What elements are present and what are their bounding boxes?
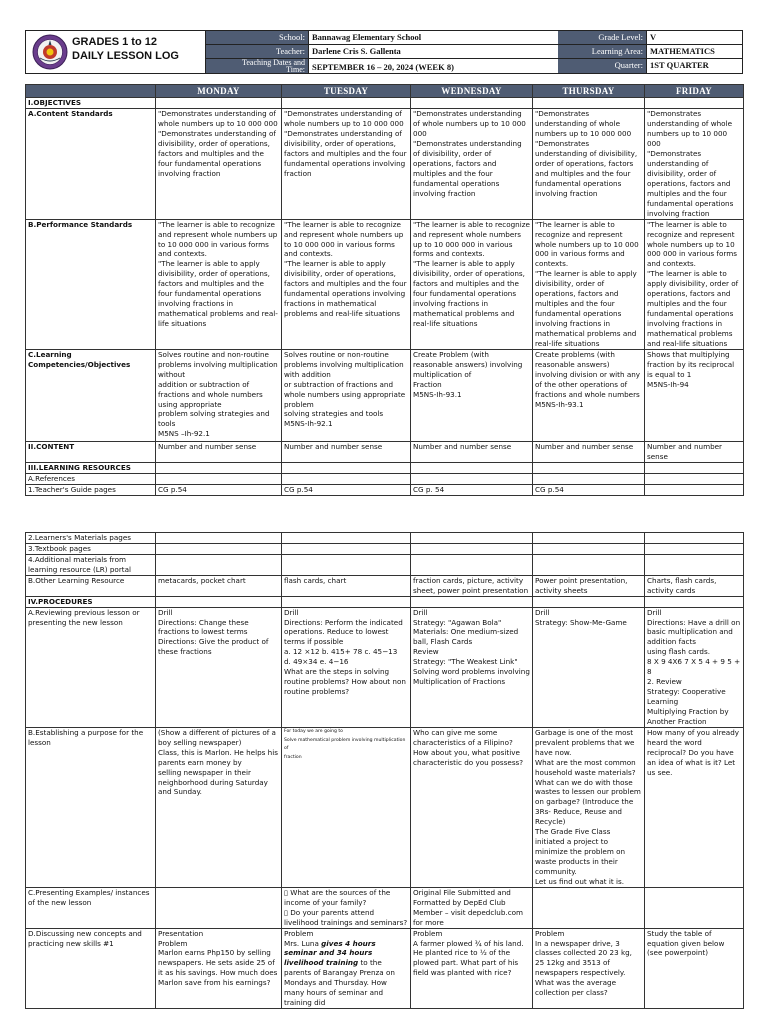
day-monday: MONDAY — [156, 85, 282, 98]
competencies-fri: Shows that multiplying fraction by its reciprocal is equal to 1 M5NS-Ih-94 — [645, 349, 744, 441]
performance-standards-fri: "The learner is able to recognize and represent whole numbers up to 10 000 000 in various forms and contexts. "The learner is able to apply divisibility, order of operations, factors and multiples and the four fundamental operations involving fractions in mathematical problems and real-life situations — [645, 219, 744, 349]
presenting-thu — [533, 887, 645, 928]
teacher-label: Teacher: — [206, 45, 308, 58]
other-resources-label: B.Other Learning Resource — [26, 575, 156, 596]
purpose-tue: For today we are going to Solve mathematical problem involving multiplication of fraction — [282, 727, 411, 887]
content-standards-thu: "Demonstrates understanding of whole numbers up to 10 000 000 "Demonstrates understanding of divisibility, order of operations, factors and multiples and the four fundamental operations involving fraction — [533, 109, 645, 219]
content-standards-row — [26, 109, 744, 219]
discussing-tue-text-2: and — [316, 948, 337, 958]
procedures-label: IV.PROCEDURES — [26, 596, 156, 607]
day-wednesday: WEDNESDAY — [411, 85, 533, 98]
content-standards-tue: "Demonstrates understanding of whole numbers up to 10 000 000 "Demonstrates understanding of divisibility, order of operations, factors and multiples and the four fundamental operations involving fraction — [282, 109, 411, 219]
references-label: A.References — [26, 473, 156, 484]
school-value: Bannawag Elementary School — [308, 31, 558, 44]
performance-standards-wed: "The learner is able to recognize and represent whole numbers up to 10 000 000 in various forms and contexts. "The learner is able to apply divisibility, order of operations, factors and multiples and the four fundamental operations involving fractions in mathematical problems and real-life situations — [411, 219, 533, 349]
purpose-row — [26, 727, 744, 887]
content-wed: Number and number sense — [411, 441, 533, 462]
tg-pages-row — [26, 484, 744, 495]
objectives-row — [26, 98, 744, 109]
other-resources-mon: metacards, pocket chart — [156, 575, 282, 596]
content-thu: Number and number sense — [533, 441, 645, 462]
presenting-mon — [156, 887, 282, 928]
dates-label-line-1: Teaching Dates and — [242, 59, 305, 67]
competencies-thu: Create problems (with reasonable answers) involving division or with any of the other operations of fractions and whole numbers M5NS-Ih-93.1 — [533, 349, 645, 441]
reviewing-row — [26, 607, 744, 727]
textbook-label: 3.Textbook pages — [26, 543, 156, 554]
discussing-tue-text-1: Problem Mrs. Luna — [284, 928, 319, 948]
discussing-mon: Presentation Problem Marlon earns Php150 by selling newspapers. He sets aside 25 of it as his savings. How much does Marlon save from his earnings? — [156, 928, 282, 1009]
discussing-thu: Problem In a newspaper drive, 3 classes collected 20 23 kg, 25 12kg and 3513 of newspapers respectively. What was the average collection per class? — [533, 928, 645, 1009]
quarter-value: 1ST QUARTER — [646, 59, 742, 73]
lm-pages-label: 2.Learners's Materials pages — [26, 533, 156, 544]
other-resources-tue: flash cards, chart — [282, 575, 411, 596]
other-resources-wed: fraction cards, picture, activity sheet, power point presentation — [411, 575, 533, 596]
content-standards-wed: "Demonstrates understanding of whole numbers up to 10 000 000 "Demonstrates understanding of divisibility, order of operations, factors and multiples and the four fundamental operations involving fraction — [411, 109, 533, 219]
discussing-row — [26, 928, 744, 1009]
grade-label: Grade Level: — [558, 31, 646, 44]
lm-pages-row — [26, 533, 744, 544]
lesson-log-table-page-1 — [25, 84, 744, 496]
title-line-2: DAILY LESSON LOG — [72, 50, 179, 62]
performance-standards-thu: "The learner is able to recognize and represent whole numbers up to 10 000 000 in various forms and contexts. "The learner is able to apply divisibility, order of operations, factors and multiples and the four fundamental operations involving fractions in mathematical problems and real-life situations — [533, 219, 645, 349]
content-mon: Number and number sense — [156, 441, 282, 462]
tg-pages-thu: CG p.54 — [533, 484, 645, 495]
discussing-tue-emphasis-2: 34 hours livelihood training — [284, 948, 373, 968]
teacher-row — [206, 45, 558, 59]
tg-pages-wed: CG p. 54 — [411, 484, 533, 495]
objectives-label: I.OBJECTIVES — [26, 98, 156, 109]
reviewing-label: A.Reviewing previous lesson or presenting the new lesson — [26, 607, 156, 727]
content-standards-fri: "Demonstrates understanding of whole numbers up to 10 000 000 "Demonstrates understanding of divisibility, order of operations, factors and multiples and the four fundamental operations involving fraction — [645, 109, 744, 219]
discussing-tue-emphasis-1: gives 4 hours seminar — [284, 938, 376, 958]
competencies-wed: Create Problem (with reasonable answers) involving multiplication of Fraction M5NS-Ih-93.1 — [411, 349, 533, 441]
grade-value: V — [646, 31, 742, 44]
day-thursday: THURSDAY — [533, 85, 645, 98]
area-label: Learning Area: — [558, 45, 646, 58]
lr-portal-row — [26, 554, 744, 575]
brand-block — [26, 31, 206, 73]
discussing-label: D.Discussing new concepts and practicing new skills #1 — [26, 928, 156, 1009]
resources-label: III.LEARNING RESOURCES — [26, 462, 156, 473]
presenting-label: C.Presenting Examples/ instances of the new lesson — [26, 887, 156, 928]
performance-standards-label: B.Performance Standards — [26, 219, 156, 349]
teacher-value: Darlene Cris S. Gallenta — [308, 45, 558, 58]
textbook-row — [26, 543, 744, 554]
day-friday: FRIDAY — [645, 85, 744, 98]
presenting-wed: Original File Submitted and Formatted by DepEd Club Member – visit depedclub.com for more — [411, 887, 533, 928]
discussing-wed: Problem A farmer plowed ¾ of his land. He planted rice to ½ of the plowed part. What part of his field was planted with rice? — [411, 928, 533, 1009]
purpose-thu: Garbage is one of the most prevalent problems that we have now. What are the most common household waste materials? What can we do with those wastes to lessen our problem on garbage? (Introduce the 3Rs- Reduce, Reuse and Recycle) The Grade Five Class initiated a project to minimize the problem on waste products in their community. Let us find out what it is. — [533, 727, 645, 887]
tg-pages-tue: CG p.54 — [282, 484, 411, 495]
competencies-label: C.Learning Competencies/Objectives — [26, 349, 156, 441]
content-standards-label: A.Content Standards — [26, 109, 156, 219]
content-row — [26, 441, 744, 462]
day-tuesday: TUESDAY — [282, 85, 411, 98]
presenting-row — [26, 887, 744, 928]
purpose-fri: How many of you already heard the word reciprocal? Do you have an idea of what is it? Let us see. — [645, 727, 744, 887]
grade-row — [558, 31, 742, 45]
purpose-mon: (Show a different of pictures of a boy selling newspaper) Class, this is Marlon. He helps his parents earn money by selling newspaper in their neighborhood during Saturday and Sunday. — [156, 727, 282, 887]
school-row — [206, 31, 558, 45]
reviewing-tue: Drill Directions: Perform the indicated operations. Reduce to lowest terms if possible a. 12 ×12 b. 415+ 78 c. 45−13 d. 49×34 e. 4−16 What are the steps in solving routine problems? How about non routine problems? — [282, 607, 411, 727]
other-resources-thu: Power point presentation, activity sheets — [533, 575, 645, 596]
content-label: II.CONTENT — [26, 441, 156, 462]
area-value: MATHEMATICS — [646, 45, 742, 58]
header-blank — [26, 85, 156, 98]
performance-standards-row — [26, 219, 744, 349]
references-row — [26, 473, 744, 484]
day-header-row — [26, 85, 744, 98]
deped-seal-icon — [32, 34, 68, 70]
lesson-log-table-page-2 — [25, 532, 744, 1009]
performance-standards-mon: "The learner is able to recognize and represent whole numbers up to 10 000 000 in various forms and contexts. "The learner is able to apply divisibility, order of operations, factors and multiples and the four fundamental operations involving fractions in mathematical problems and real-life situations — [156, 219, 282, 349]
competencies-mon: Solves routine and non-routine problems involving multiplication without addition or subtraction of fractions and whole numbers using appropriate problem solving strategies and tools M5NS –Ih-92.1 — [156, 349, 282, 441]
lr-portal-label: 4.Additional materials from learning resource (LR) portal — [26, 554, 156, 575]
dates-label-line-2: Time: — [286, 65, 305, 73]
presenting-fri — [645, 887, 744, 928]
quarter-label: Quarter: — [558, 59, 646, 73]
resources-row — [26, 462, 744, 473]
class-info — [558, 31, 742, 73]
presenting-tue: ▯ What are the sources of the income of your family? ▯ Do your parents attend livelihood trainings and seminars? — [282, 887, 411, 928]
discussing-fri: Study the table of equation given below (see powerpoint) — [645, 928, 744, 1009]
quarter-row — [558, 59, 742, 73]
reviewing-thu: Drill Strategy: Show-Me-Game — [533, 607, 645, 727]
title-line-1: GRADES 1 to 12 — [72, 36, 157, 48]
tg-pages-fri — [645, 484, 744, 495]
reviewing-mon: Drill Directions: Change these fractions to lowest terms Directions: Give the product of these fractions — [156, 607, 282, 727]
purpose-label: B.Establishing a purpose for the lesson — [26, 727, 156, 887]
lesson-log-header — [25, 30, 743, 74]
dates-label — [206, 59, 308, 73]
procedures-row — [26, 596, 744, 607]
area-row — [558, 45, 742, 59]
reviewing-wed: Drill Strategy: "Agawan Bola" Materials: One medium-sized ball, Flash Cards Review Strategy: "The Weakest Link" Solving word problems involving Multiplication of Fractions — [411, 607, 533, 727]
content-fri: Number and number sense — [645, 441, 744, 462]
reviewing-fri: Drill Directions: Have a drill on basic multiplication and addition facts using flash cards. 8 X 9 4X6 7 X 5 4 + 9 5 + 8 2. Review Strategy: Cooperative Learning Multiplying Fraction by Another Fraction — [645, 607, 744, 727]
content-standards-mon: "Demonstrates understanding of whole numbers up to 10 000 000 "Demonstrates understanding of divisibility, order of operations, factors and multiples and the four fundamental operations involving fraction — [156, 109, 282, 219]
discussing-tue — [282, 928, 411, 1009]
competencies-row — [26, 349, 744, 441]
other-resources-fri: Charts, flash cards, activity cards — [645, 575, 744, 596]
school-label: School: — [206, 31, 308, 44]
dates-value: SEPTEMBER 16 – 20, 2024 (WEEK 8) — [308, 59, 558, 73]
purpose-wed: Who can give me some characteristics of a Filipino? How about you, what positive characteristic do you possess? — [411, 727, 533, 887]
content-tue: Number and number sense — [282, 441, 411, 462]
tg-pages-label: 1.Teacher's Guide pages — [26, 484, 156, 495]
performance-standards-tue: "The learner is able to recognize and represent whole numbers up to 10 000 000 in various forms and contexts. "The learner is able to apply divisibility, order of operations, factors and multiples and the four fundamental operations involving fractions in mathematical problems and real-life situations — [282, 219, 411, 349]
dates-row — [206, 59, 558, 73]
discussing-tue-text-3: to the parents of Barangay Prenza on Mondays and Thursday. How many hours of seminar and training did — [284, 958, 395, 1008]
tg-pages-mon: CG p.54 — [156, 484, 282, 495]
other-resources-row — [26, 575, 744, 596]
competencies-tue: Solves routine or non-routine problems involving multiplication with addition or subtraction of fractions and whole numbers using appropriate problem solving strategies and tools M5NS-Ih-92.1 — [282, 349, 411, 441]
school-info — [206, 31, 558, 73]
